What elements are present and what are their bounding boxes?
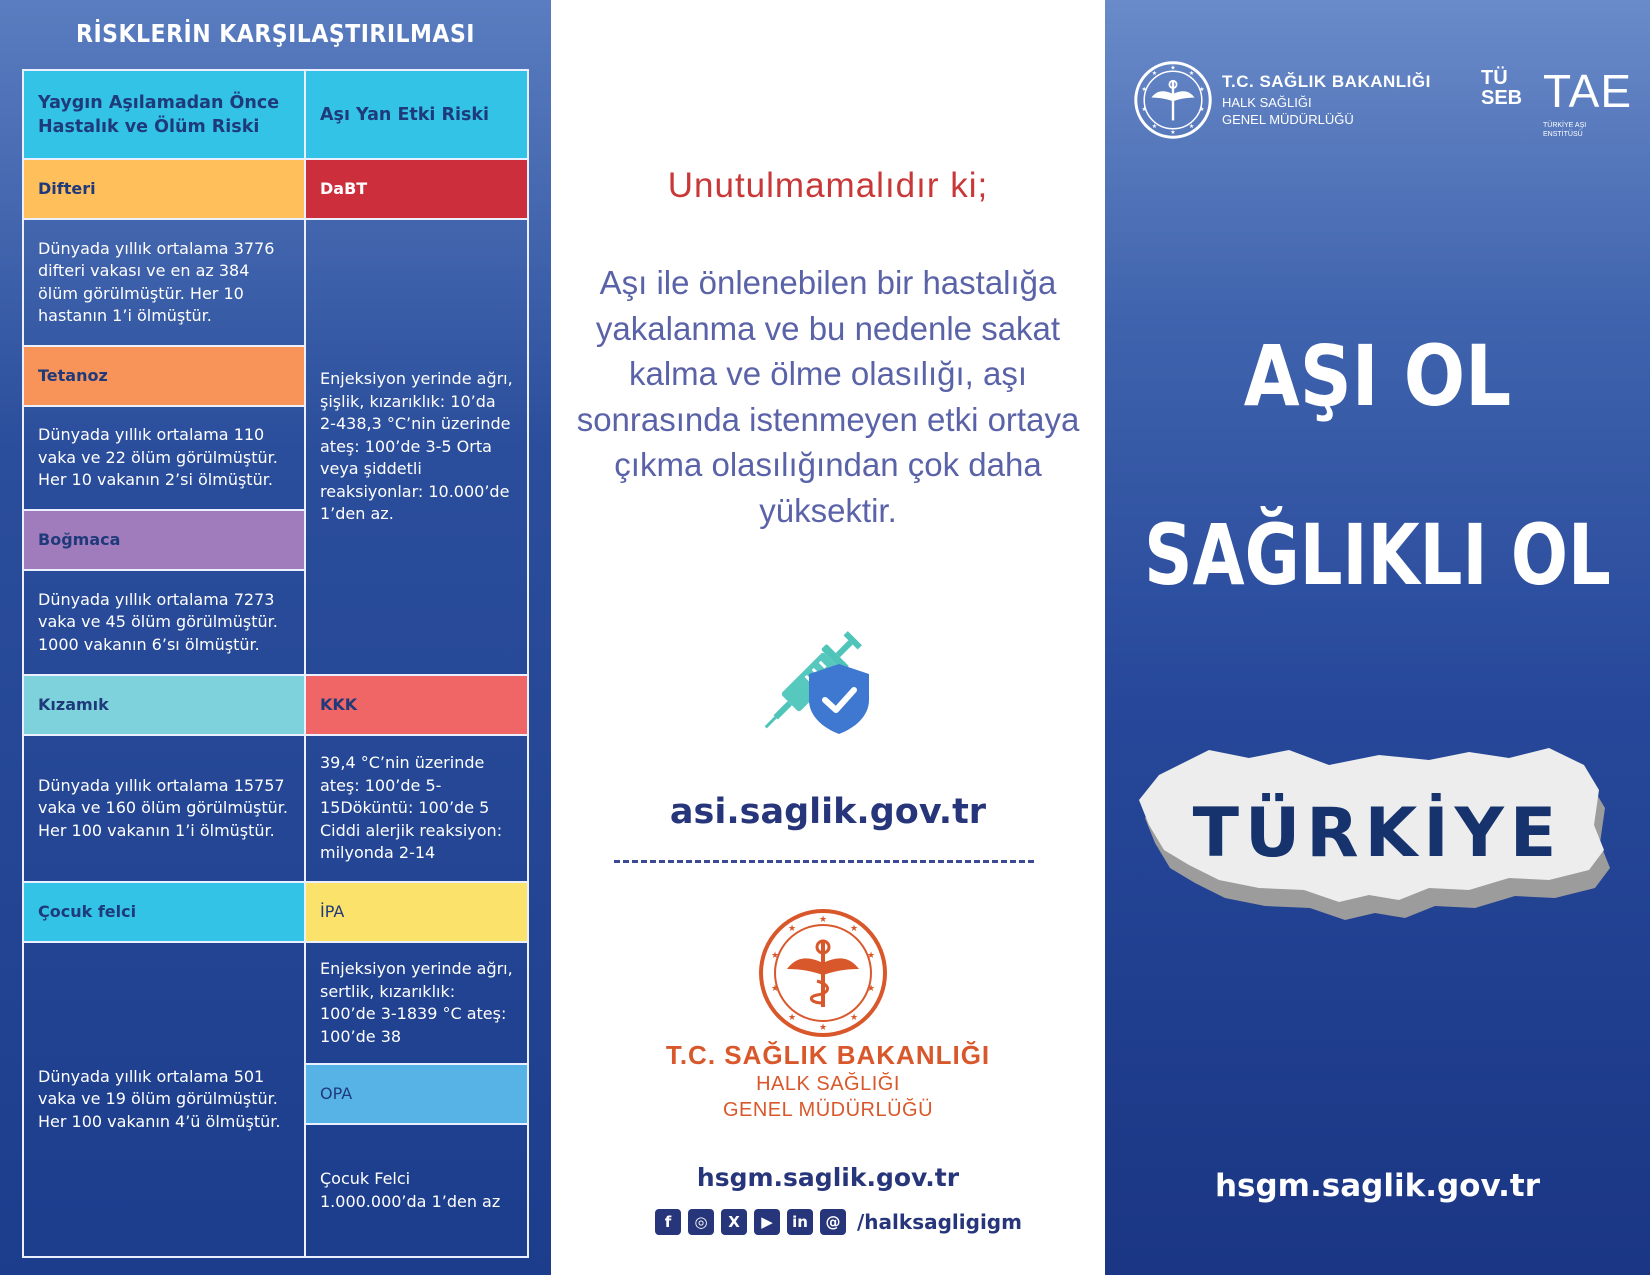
svg-text:★: ★ xyxy=(1188,69,1195,77)
disease-label-polio: Çocuk felci xyxy=(24,883,306,943)
x-icon[interactable]: X xyxy=(721,1209,747,1235)
ministry-dept-line1: HALK SAĞLIĞI xyxy=(756,1073,900,1095)
vaccine-label-opa: OPA xyxy=(306,1065,527,1125)
disease-label-diphtheria: Difteri xyxy=(24,160,306,220)
svg-text:★: ★ xyxy=(818,915,828,925)
vaccine-label-ipa: İPA xyxy=(306,883,527,943)
youtube-icon[interactable]: ▶ xyxy=(754,1209,780,1235)
instagram-icon[interactable]: ◎ xyxy=(688,1209,714,1235)
slogan-line1: AŞI OL xyxy=(1243,327,1512,425)
tae-subtitle-line1: TÜRKİYE AŞI xyxy=(1543,122,1587,129)
svg-text:★: ★ xyxy=(1170,129,1176,137)
syringe-shield-icon xyxy=(751,612,891,752)
reminder-heading: Unutulmamalıdır ki; xyxy=(667,166,989,205)
risk-comparison-table xyxy=(22,69,529,1258)
svg-text:★: ★ xyxy=(770,951,780,961)
threads-icon[interactable]: @ xyxy=(820,1209,846,1235)
side-effect-ipa: Enjeksiyon yerinde ağrı, sertlik, kızarıklık: 100’de 3-1839 °C ateş: 100’de 38 xyxy=(306,943,527,1065)
vaccine-label-dabt: DaBT xyxy=(306,160,527,220)
svg-text:★: ★ xyxy=(849,924,859,934)
disease-risk-pertussis: Dünyada yıllık ortalama 7273 vaka ve 45 ölüm görülmüştür. 1000 vakanın 6’sı ölmüştür. xyxy=(24,571,306,676)
disease-label-pertussis: Boğmaca xyxy=(24,511,306,571)
svg-text:★: ★ xyxy=(866,951,876,961)
vaccine-label-kkk: KKK xyxy=(306,676,527,736)
linkedin-icon[interactable]: in xyxy=(787,1209,813,1235)
social-links xyxy=(655,1209,1022,1235)
side-effect-opa: Çocuk Felci 1.000.000’da 1’den az xyxy=(320,1169,501,1211)
country-label: TÜRKİYE xyxy=(1192,794,1563,873)
disease-risk-polio: Dünyada yıllık ortalama 501 vaka ve 19 ölüm görülmüştür. Her 100 vakanın 4’ü ölmüştür. xyxy=(24,943,306,1256)
svg-text:★: ★ xyxy=(1199,105,1205,113)
disease-risk-measles: Dünyada yıllık ortalama 15757 vaka ve 160 ölüm görülmüştür. Her 100 vakanın 1’i ölmüştür. xyxy=(24,736,306,883)
vaccine-site-url[interactable]: asi.saglik.gov.tr xyxy=(669,792,987,832)
tae-subtitle-line2: ENSTİTÜSÜ xyxy=(1543,131,1583,138)
hsgm-site-url[interactable]: hsgm.saglik.gov.tr xyxy=(696,1163,960,1192)
tae-logo: TAE xyxy=(1543,65,1633,117)
header-side-effect-risk: Aşı Yan Etki Riski xyxy=(306,71,527,160)
message-panel xyxy=(551,0,1105,1275)
svg-text:★: ★ xyxy=(849,1013,859,1023)
disease-label-measles: Kızamık xyxy=(24,676,306,736)
svg-text:★: ★ xyxy=(1188,123,1195,131)
disease-label-tetanus: Tetanoz xyxy=(24,347,306,407)
ministry-dept-line2: GENEL MÜDÜRLÜĞÜ xyxy=(722,1099,934,1121)
svg-text:★: ★ xyxy=(787,1013,797,1023)
reminder-message: Aşı ile önlenebilen bir hastalığa yakalanma ve bu nedenle sakat kalma ve ölme olasılığı, aşı sonrasında istenmeyen etki ortaya çıkma olasılığından çok daha yüksektir. xyxy=(576,264,1080,529)
dashed-divider xyxy=(614,860,1034,863)
svg-text:★: ★ xyxy=(1199,86,1205,93)
header-ministry-dept-line2: GENEL MÜDÜRLÜĞÜ xyxy=(1222,112,1354,127)
svg-text:★: ★ xyxy=(1141,86,1147,93)
disease-risk-diphtheria: Dünyada yıllık ortalama 3776 difteri vakası ve en az 384 ölüm görülmüştür. Her 10 hastanın 1’i ölmüştür. xyxy=(24,220,306,347)
disease-risk-tetanus: Dünyada yıllık ortalama 110 vaka ve 22 ölüm görülmüştür. Her 10 vakanın 2’si ölmüştür. xyxy=(24,407,306,511)
header-ministry-name: T.C. SAĞLIK BAKANLIĞI xyxy=(1222,72,1431,91)
svg-text:★: ★ xyxy=(770,984,780,994)
tuseb-logo: TÜ SEB xyxy=(1481,67,1523,109)
cover-panel xyxy=(1105,0,1650,1275)
ministry-name: T.C. SAĞLIK BAKANLIĞI xyxy=(665,1040,991,1070)
svg-text:★: ★ xyxy=(1141,105,1147,113)
svg-text:★: ★ xyxy=(1151,69,1158,77)
svg-text:★: ★ xyxy=(1170,64,1176,72)
header-disease-risk: Yaygın Aşılamadan Önce Hastalık ve Ölüm Riski xyxy=(24,71,306,160)
ministry-emblem-icon xyxy=(1131,58,1215,142)
social-handle[interactable]: /halksagligigm xyxy=(857,1210,1022,1234)
ministry-emblem-icon xyxy=(753,903,893,1043)
header-ministry-dept-line1: HALK SAĞLIĞI xyxy=(1222,95,1312,110)
risk-comparison-panel xyxy=(0,0,551,1275)
svg-text:★: ★ xyxy=(787,924,797,934)
panel-title: RİSKLERİN KARŞILAŞTIRILMASI xyxy=(76,20,475,49)
svg-text:★: ★ xyxy=(866,984,876,994)
cover-site-url[interactable]: hsgm.saglik.gov.tr xyxy=(1214,1168,1541,1204)
slogan-line2: SAĞLIKLI OL xyxy=(1144,506,1611,604)
side-effect-kkk: 39,4 °C’nin üzerinde ateş: 100’de 5-15Döküntü: 100’de 5 Ciddi alerjik reaksiyon: milyonda 2-14 xyxy=(306,736,527,883)
svg-text:★: ★ xyxy=(1151,123,1158,131)
svg-text:★: ★ xyxy=(818,1023,828,1033)
side-effect-dabt: Enjeksiyon yerinde ağrı, şişlik, kızarıklık: 10’da 2-438,3 °C’nin üzerinde ateş: 100’de 3-5 Orta veya şiddetli reaksiyonlar: 10.000’de 1’den az. xyxy=(306,220,527,676)
facebook-icon[interactable]: f xyxy=(655,1209,681,1235)
